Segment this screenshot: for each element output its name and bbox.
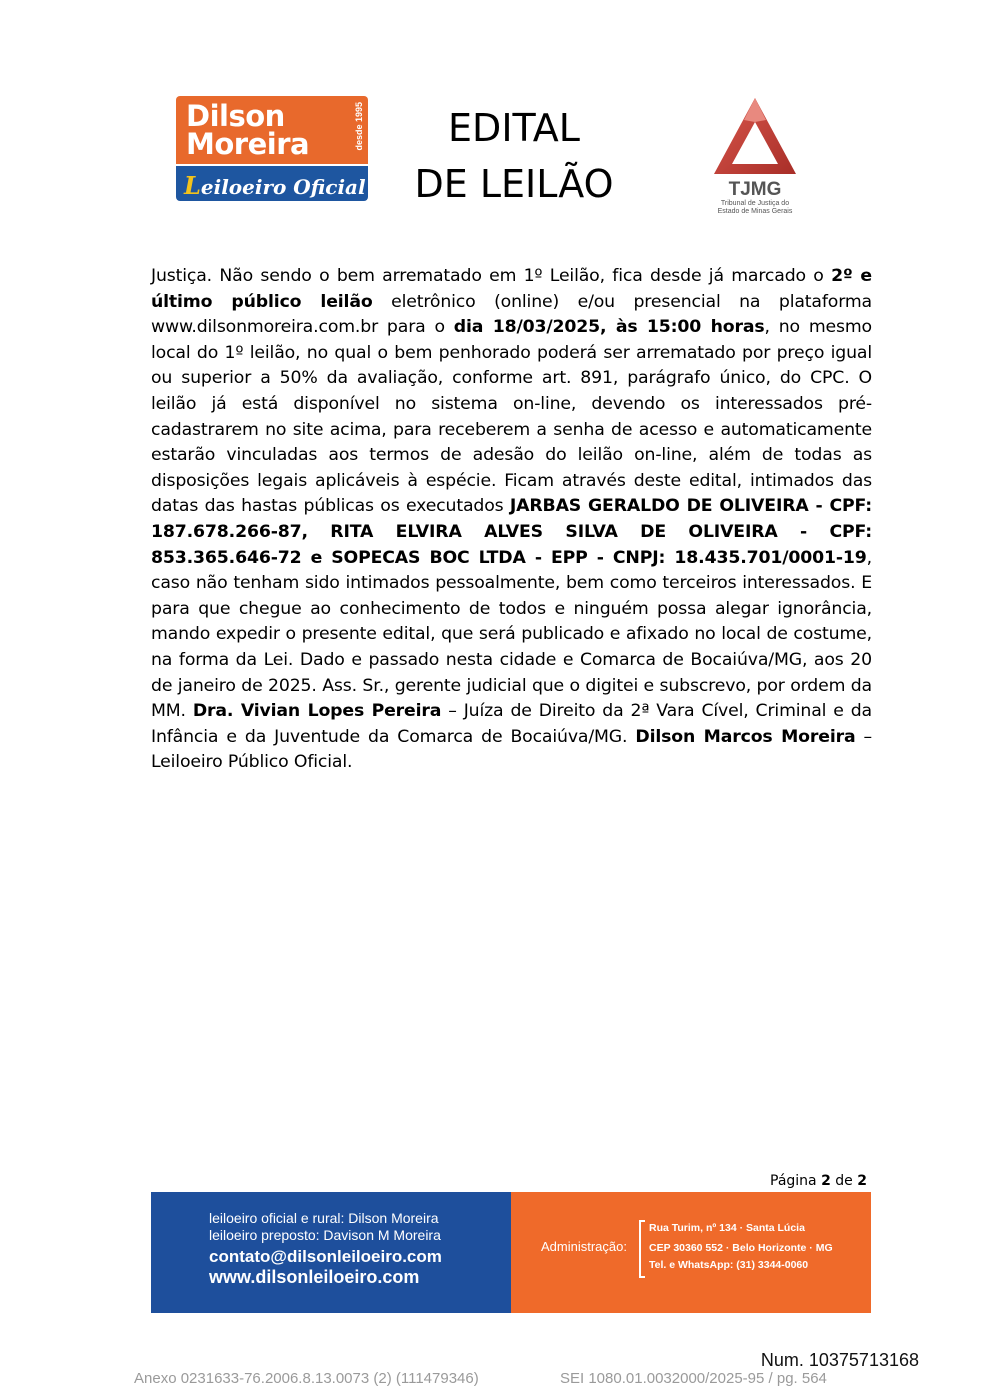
- body-bold-auctioneer: Dilson Marcos Moreira: [635, 726, 856, 747]
- footer-right-panel: [511, 1192, 871, 1313]
- footer-phone: Tel. e WhatsApp: (31) 3344-0060: [649, 1259, 809, 1271]
- footer-address-line1: Rua Turim, nº 134 · Santa Lúcia: [649, 1222, 805, 1234]
- logo-desde: desde 1995: [354, 102, 364, 151]
- tjmg-logo: [700, 96, 810, 218]
- footer-preposto: leiloeiro preposto: Davison M Moreira: [209, 1227, 441, 1243]
- logo-subtitle-rest: eiloeiro Oficial: [200, 175, 366, 199]
- body-bold-date: dia 18/03/2025, às 15:00 horas: [453, 317, 765, 338]
- page-current: 2: [821, 1173, 831, 1189]
- tjmg-triangle-icon: [712, 96, 798, 178]
- tjmg-sub-line1: Tribunal de Justiça do: [720, 200, 790, 207]
- logo-name: [186, 99, 310, 161]
- logo-name-line2: Moreira: [186, 127, 310, 161]
- tjmg-name: TJMG: [728, 179, 782, 200]
- body-text-6: – Leiloeiro Público Oficial.: [151, 726, 872, 773]
- dilson-moreira-logo: [176, 96, 368, 201]
- page-title: [400, 100, 628, 212]
- document-number: Num. 10375713168: [760, 1350, 919, 1370]
- edital-body: [151, 264, 872, 776]
- footer-website[interactable]: www.dilsonleiloeiro.com: [209, 1267, 420, 1287]
- logo-blue-block: [176, 166, 368, 201]
- body-text-3: , no mesmo local do 1º leilão, no qual o bem penhorado poderá ser arrematado por preço igual ou superior a 50% da avaliação, conforme art. 891, parágrafo único, do CPC. O leilão já está disponível no sistema on-line, devendo os interessados pré-cadastrarem no site acima, para receberem a senha de acesso e automaticamente estarão vinculadas aos termos de adesão do leilão on-line, além de todas as disposições legais aplicáveis à espécie. Ficam através deste edital, intimados das datas das hastas públicas os executados: [151, 317, 872, 517]
- logo-subtitle-initial: L: [184, 171, 201, 200]
- footer-bracket: [639, 1220, 645, 1278]
- footer-address-line2: CEP 30360 552 · Belo Horizonte · MG: [649, 1242, 833, 1254]
- title-line1: EDITAL: [448, 106, 580, 150]
- logo-subtitle: [184, 171, 366, 200]
- logo-orange-block: [176, 96, 368, 164]
- tjmg-sub-line2: Estado de Minas Gerais: [717, 208, 793, 215]
- sei-stamp: SEI 1080.01.0032000/2025-95 / pg. 564: [560, 1370, 827, 1387]
- body-text-4: , caso não tenham sido intimados pessoalmente, bem como terceiros interessados. E para que chegue ao conhecimento de todos e ninguém possa alegar ignorância, mando expedir o presente edital, que será publicado e afixado no local de costume, na forma da Lei. Dado e passado nesta cidade e Comarca de Bocaiúva/MG, aos 20 de janeiro de 2025. Ass. Sr., gerente judicial que o digitei e subscrevo, por ordem da MM.: [151, 547, 872, 722]
- page-prefix: Página: [770, 1173, 822, 1189]
- body-bold-second-auction: 2º e último público leilão: [151, 266, 872, 312]
- footer-auctioneer: leiloeiro oficial e rural: Dilson Moreira: [209, 1210, 439, 1226]
- footer-email[interactable]: contato@dilsonleiloeiro.com: [209, 1247, 442, 1266]
- page-mid: de: [830, 1173, 858, 1189]
- anexo-stamp: Anexo 0231633-76.2006.8.13.0073 (2) (111479346): [134, 1370, 479, 1387]
- body-text-5: – Juíza de Direito da 2ª Vara Cível, Criminal e da Infância e da Juventude da Comarca de Bocaiúva/MG.: [151, 701, 872, 747]
- logo-name-line1: Dilson: [186, 99, 285, 133]
- footer-bar: [151, 1192, 871, 1313]
- page-total: 2: [857, 1173, 867, 1189]
- body-text-1: Justiça. Não sendo o bem arrematado em 1º Leilão, fica desde já marcado o: [151, 266, 832, 286]
- body-bold-executados: JARBAS GERALDO DE OLIVEIRA - CPF: 187.678.266-87, RITA ELVIRA ALVES SILVA DE OLIVEIRA - CPF: 853.365.646-72 e SOPECAS BOC LTDA - EPP - CNPJ: 18.435.701/0001-19: [151, 496, 872, 568]
- body-bold-judge: Dra. Vivian Lopes Pereira: [192, 701, 442, 722]
- footer-left-panel: [151, 1192, 511, 1313]
- body-text-2: eletrônico (online) e/ou presencial na plataforma www.dilsonmoreira.com.br para o: [151, 291, 872, 338]
- footer-admin-label: Administração:: [541, 1239, 627, 1254]
- page-number: [770, 1173, 867, 1189]
- title-line2: DE LEILÃO: [414, 162, 614, 206]
